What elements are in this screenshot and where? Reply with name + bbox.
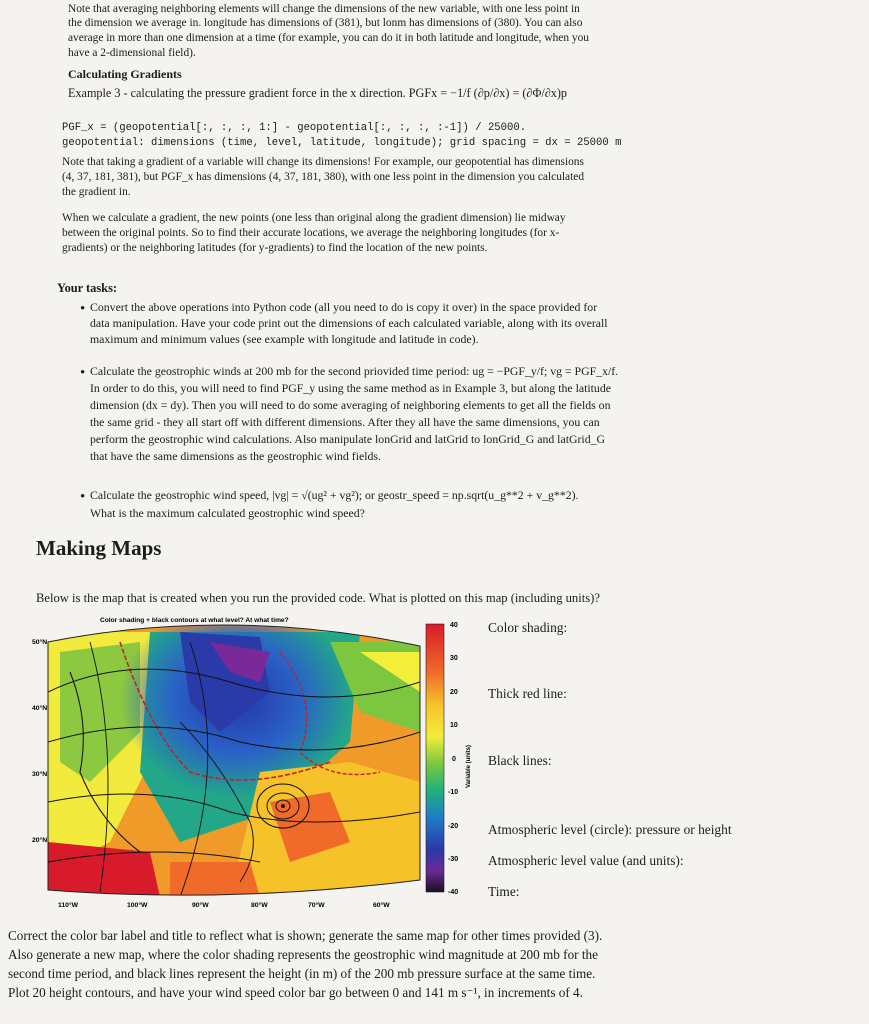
instructions-line: Plot 20 height contours, and have your wind speed color bar go between 0 and 141 m s⁻¹, in increments of 4. bbox=[8, 985, 583, 1000]
colorbar-tick: 40 bbox=[450, 622, 458, 629]
task-1-line: Convert the above operations into Python code (all you need to do is copy it over) in the space provided for bbox=[90, 300, 598, 314]
code-line: PGF_x = (geopotential[:, :, :, 1:] - geopotential[:, :, :, :-1]) / 25000. bbox=[62, 122, 527, 134]
label-time: Time: bbox=[488, 884, 520, 899]
lon-label: 90°W bbox=[192, 902, 209, 909]
instructions-line: Also generate a new map, where the color shading represents the geostrophic wind magnitude at 200 mb for the bbox=[8, 947, 598, 962]
lon-label: 60°W bbox=[373, 902, 390, 909]
bullet-icon: • bbox=[80, 301, 86, 317]
example-3-text: Example 3 - calculating the pressure gradient force in the x direction. PGFx = −1/f (∂p/∂x) = (∂Φ/∂x)p bbox=[68, 86, 568, 100]
instructions-line: Correct the color bar label and title to reflect what is shown; generate the same map for other times provided (3). bbox=[8, 928, 603, 943]
task-2-line: dimension (dx = dy). Then you will need to do some averaging of neighboring elements to get all the fields on bbox=[90, 398, 611, 412]
colorbar-tick: 30 bbox=[450, 655, 458, 662]
intro-line: have a 2-dimensional field). bbox=[68, 47, 196, 59]
lon-label: 80°W bbox=[251, 902, 268, 909]
label-color-shading: Color shading: bbox=[488, 620, 568, 635]
colorbar-tick: -30 bbox=[448, 856, 459, 863]
lon-label: 70°W bbox=[308, 902, 325, 909]
lat-label: 20°N bbox=[32, 837, 48, 844]
task-2-line: Calculate the geostrophic winds at 200 mb for the second priovided time period: ug = −PGF_y/f; vg = PGF_x/f. bbox=[90, 364, 619, 378]
map-question: Below is the map that is created when you run the provided code. What is plotted on this map (including units)? bbox=[36, 591, 600, 605]
midpoint-line: When we calculate a gradient, the new points (one less than original along the gradient dimension) lie midway bbox=[62, 212, 566, 224]
weather-map-figure bbox=[30, 612, 475, 912]
label-thick-red-line: Thick red line: bbox=[488, 686, 567, 701]
task-2-line: In order to do this, you will need to find PGF_y using the same method as in Example 3, but along the latitude bbox=[90, 381, 611, 395]
task-1-line: data manipulation. Have your code print out the dimensions of each calculated variable, along with its overall bbox=[90, 316, 608, 330]
colorbar-tick: 0 bbox=[452, 756, 456, 763]
code-line: geopotential: dimensions (time, level, latitude, longitude); grid spacing = dx = 25000 m bbox=[62, 137, 622, 149]
task-2-line: the same grid - they all start off with different dimensions. After they all have the same dimensions, you can bbox=[90, 415, 600, 429]
section-heading-gradients: Calculating Gradients bbox=[68, 67, 182, 81]
section-heading-maps: Making Maps bbox=[36, 536, 162, 560]
label-atmospheric-level: Atmospheric level (circle): pressure or height bbox=[488, 822, 732, 837]
bullet-icon: • bbox=[80, 489, 86, 505]
task-3-line: What is the maximum calculated geostrophic wind speed? bbox=[90, 506, 365, 520]
map-title: Color shading + black contours at what level? At what time? bbox=[100, 617, 289, 624]
colorbar-tick: 20 bbox=[450, 689, 458, 696]
midpoint-line: gradients) or the neighboring latitudes (for y-gradients) to find the location of the new points. bbox=[62, 242, 488, 254]
task-2-line: perform the geostrophic wind calculations. Also manipulate lonGrid and latGrid to lonGrid_G and latGrid_G bbox=[90, 432, 606, 446]
colorbar-tick: -40 bbox=[448, 889, 459, 896]
map-field bbox=[30, 612, 430, 912]
colorbar-tick: -10 bbox=[448, 789, 459, 796]
intro-line: the dimension we average in. longitude has dimensions of (381), but lonm has dimensions of (380). You can also bbox=[68, 17, 583, 29]
colorbar-tick: 10 bbox=[450, 722, 458, 729]
intro-line: average in more than one dimension at a time (for example, you can do it in both latitude and longitude, when you bbox=[68, 32, 589, 44]
colorbar-ticks bbox=[448, 622, 458, 896]
lon-labels bbox=[58, 901, 390, 909]
lat-label: 30°N bbox=[32, 771, 48, 778]
task-2-line: that have the same dimensions as the geostrophic wind fields. bbox=[90, 449, 381, 463]
label-black-lines: Black lines: bbox=[488, 753, 552, 768]
lat-label: 50°N bbox=[32, 639, 48, 646]
lat-label: 40°N bbox=[32, 705, 48, 712]
lon-label: 110°W bbox=[58, 902, 79, 909]
intro-line: Note that averaging neighboring elements will change the dimensions of the new variable, with one less point in bbox=[68, 3, 580, 15]
colorbar-tick: -20 bbox=[448, 823, 459, 830]
instructions-line: second time period, and black lines represent the height (in m) of the 200 mb pressure surface at the same time. bbox=[8, 966, 596, 981]
lat-labels bbox=[32, 638, 47, 844]
note-line: (4, 37, 181, 381), but PGF_x has dimensions (4, 37, 181, 380), with one less point in the dimension you calculated bbox=[62, 171, 585, 183]
bullet-icon: • bbox=[80, 365, 86, 381]
label-level-value: Atmospheric level value (and units): bbox=[488, 853, 684, 868]
lon-label: 100°W bbox=[127, 902, 148, 909]
note-line: the gradient in. bbox=[62, 186, 131, 198]
colorbar-label: Variable (units) bbox=[466, 744, 472, 788]
note-line: Note that taking a gradient of a variable will change its dimensions! For example, our geopotential has dimensions bbox=[62, 156, 584, 168]
tasks-heading: Your tasks: bbox=[57, 281, 118, 295]
task-3-line: Calculate the geostrophic wind speed, |vg| = √(ug² + vg²); or geostr_speed = np.sqrt(u_g**2 + v_g**2). bbox=[90, 488, 579, 502]
colorbar bbox=[426, 624, 444, 892]
midpoint-line: between the original points. So to find their accurate locations, we average the neighboring longitudes (for x- bbox=[62, 227, 560, 239]
task-1-line: maximum and minimum values (see example with longitude and latitude in code). bbox=[90, 332, 479, 346]
